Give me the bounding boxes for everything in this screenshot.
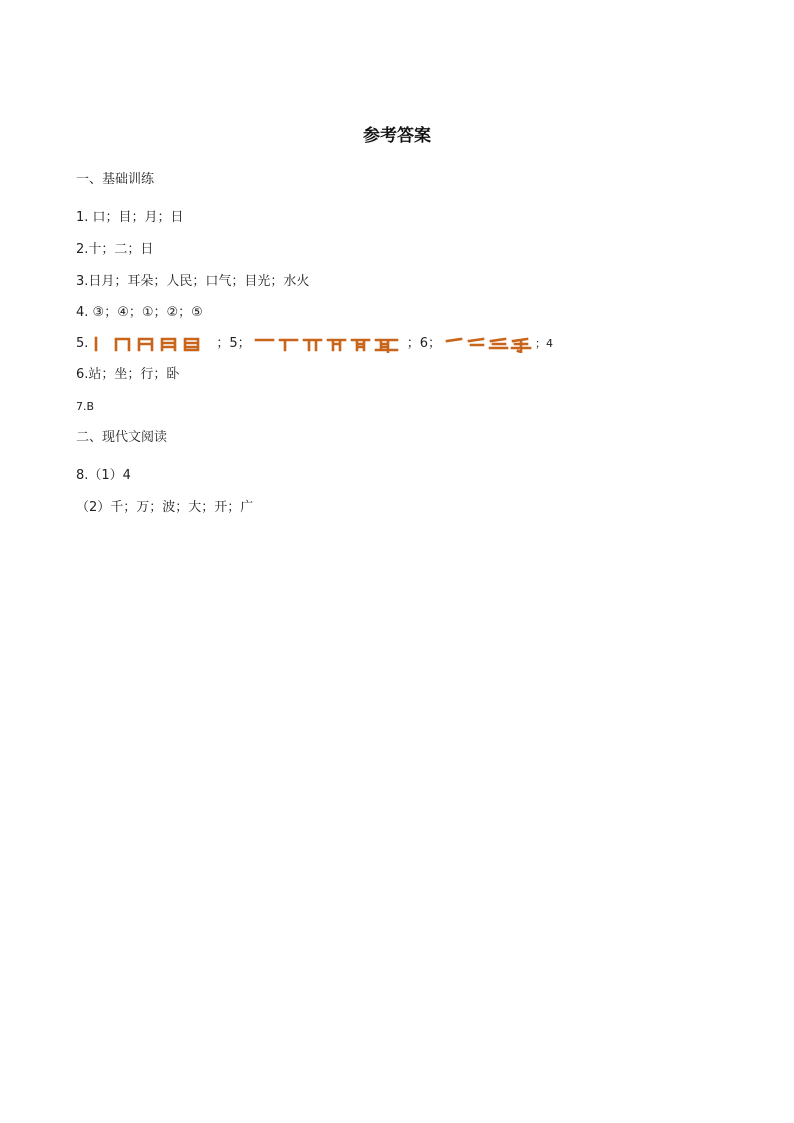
- answer-line-6: 6.站；坐；行；卧: [76, 367, 180, 382]
- page-title: 参考答案: [363, 126, 431, 146]
- stroke-order-er-image: [253, 335, 405, 353]
- stroke-order-shou-image: [443, 335, 533, 353]
- answer-line-8: 8.（1）4: [76, 468, 131, 483]
- section-heading-modern-reading: 二、现代文阅读: [76, 430, 168, 445]
- answer-line-3: 3.日月；耳朵；人民；口气；目光；水火: [76, 274, 310, 289]
- answer-line-5-sep-3: ；4: [534, 337, 553, 350]
- answer-line-1: 1. 口；目；月；日: [76, 210, 184, 225]
- answer-line-5: [76, 334, 553, 354]
- answer-line-4: 4. ③；④；①；②；⑤: [76, 305, 203, 320]
- section-heading-basic-training: 一、基础训练: [76, 172, 155, 187]
- answer-line-5-sep-2: ；6；: [406, 336, 441, 351]
- answer-line-9: （2）千；万；波；大；开；广: [76, 500, 254, 515]
- answer-line-2: 2.十；二；日: [76, 242, 154, 257]
- answer-line-5-sep-1: ；5；: [216, 336, 251, 351]
- stroke-order-mu-image: [90, 335, 214, 353]
- answer-line-7: 7.B: [76, 400, 95, 413]
- answer-line-5-prefix: 5.: [76, 336, 89, 351]
